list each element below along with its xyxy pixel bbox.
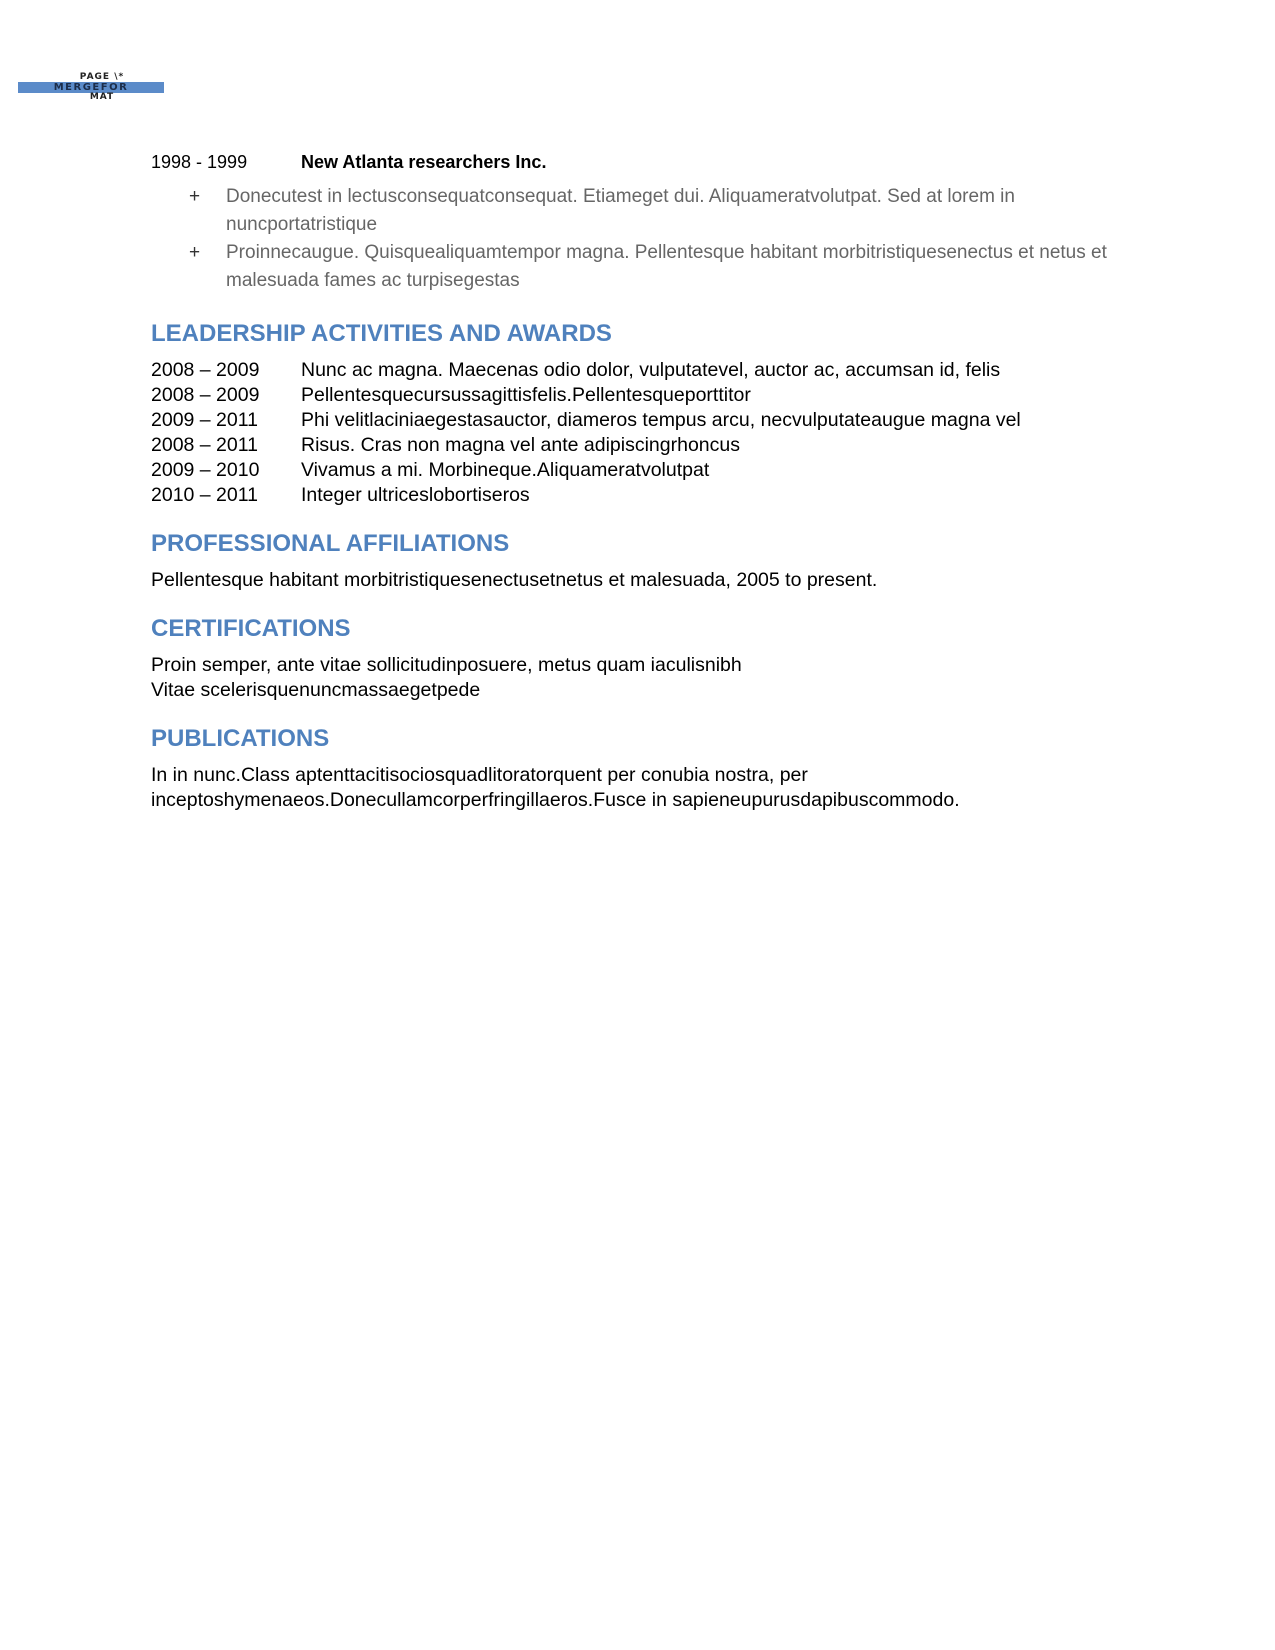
leadership-text: Pellentesquecursussagittisfelis.Pellentesqueporttitor <box>301 384 751 406</box>
page-field-line-1: PAGE \* <box>79 72 125 82</box>
publications-body <box>151 763 1131 813</box>
certification-line: Vitae scelerisquenuncmassaegetpede <box>151 679 481 701</box>
leadership-text: Vivamus a mi. Morbineque.Aliquameratvolutpat <box>301 459 710 481</box>
leadership-text: Phi velitlaciniaegestasauctor, diameros tempus arcu, necvulputateaugue magna vel <box>301 409 1021 431</box>
publications-heading: PUBLICATIONS <box>151 725 330 752</box>
leadership-dates: 2009 – 2011 <box>151 409 258 431</box>
leadership-dates: 2010 – 2011 <box>151 484 258 506</box>
job-bullet <box>151 183 1131 239</box>
leadership-row <box>151 383 1131 408</box>
affiliations-body <box>151 568 1131 593</box>
leadership-row <box>151 358 1131 383</box>
leadership-row <box>151 433 1131 458</box>
publication-line: inceptoshymenaeos.Donecullamcorperfringillaeros.Fusce in sapieneupurusdapibuscommodo. <box>151 789 960 811</box>
resume-content <box>151 150 1131 813</box>
leadership-dates: 2008 – 2009 <box>151 384 260 406</box>
certifications-body <box>151 653 1131 703</box>
leadership-text: Risus. Cras non magna vel ante adipiscingrhoncus <box>301 434 740 456</box>
affiliations-heading: PROFESSIONAL AFFILIATIONS <box>151 530 510 557</box>
affiliations-text: Pellentesque habitant morbitristiquesenectusetnetus et malesuada, 2005 to present. <box>151 569 878 591</box>
leadership-heading: LEADERSHIP ACTIVITIES AND AWARDS <box>151 320 612 347</box>
leadership-dates: 2008 – 2011 <box>151 434 258 456</box>
leadership-text: Integer ultriceslobortiseros <box>301 484 530 506</box>
certifications-heading: CERTIFICATIONS <box>151 615 351 642</box>
plus-bullet-icon: + <box>189 186 201 207</box>
job-bullet-list <box>151 183 1131 295</box>
leadership-row <box>151 483 1131 508</box>
job-entry <box>151 150 1131 174</box>
job-employer: New Atlanta researchers Inc. <box>301 152 547 172</box>
plus-bullet-icon: + <box>189 242 201 263</box>
page-field-line-2: MERGEFOR <box>18 82 164 93</box>
job-bullet-text: Donecutest in lectusconsequatconsequat. Etiameget dui. Aliquameratvolutpat. Sed at lorem in nuncportatristique <box>226 186 1015 235</box>
page-number-field <box>18 73 164 103</box>
page-field-line-3: MAT <box>89 92 115 102</box>
publication-line: In in nunc.Class aptenttacitisociosquadlitoratorquent per conubia nostra, per <box>151 764 808 786</box>
certification-line: Proin semper, ante vitae sollicitudinposuere, metus quam iaculisnibh <box>151 654 742 676</box>
leadership-row <box>151 408 1131 433</box>
job-bullet <box>151 239 1131 295</box>
job-bullet-text: Proinnecaugue. Quisquealiquamtempor magna. Pellentesque habitant morbitristiquesenectus et netus et malesuada fames ac turpisegestas <box>226 242 1107 291</box>
leadership-dates: 2008 – 2009 <box>151 359 260 381</box>
leadership-text: Nunc ac magna. Maecenas odio dolor, vulputatevel, auctor ac, accumsan id, felis <box>301 359 1001 381</box>
leadership-dates: 2009 – 2010 <box>151 459 260 481</box>
leadership-list <box>151 358 1131 508</box>
job-dates: 1998 - 1999 <box>151 152 248 172</box>
leadership-row <box>151 458 1131 483</box>
